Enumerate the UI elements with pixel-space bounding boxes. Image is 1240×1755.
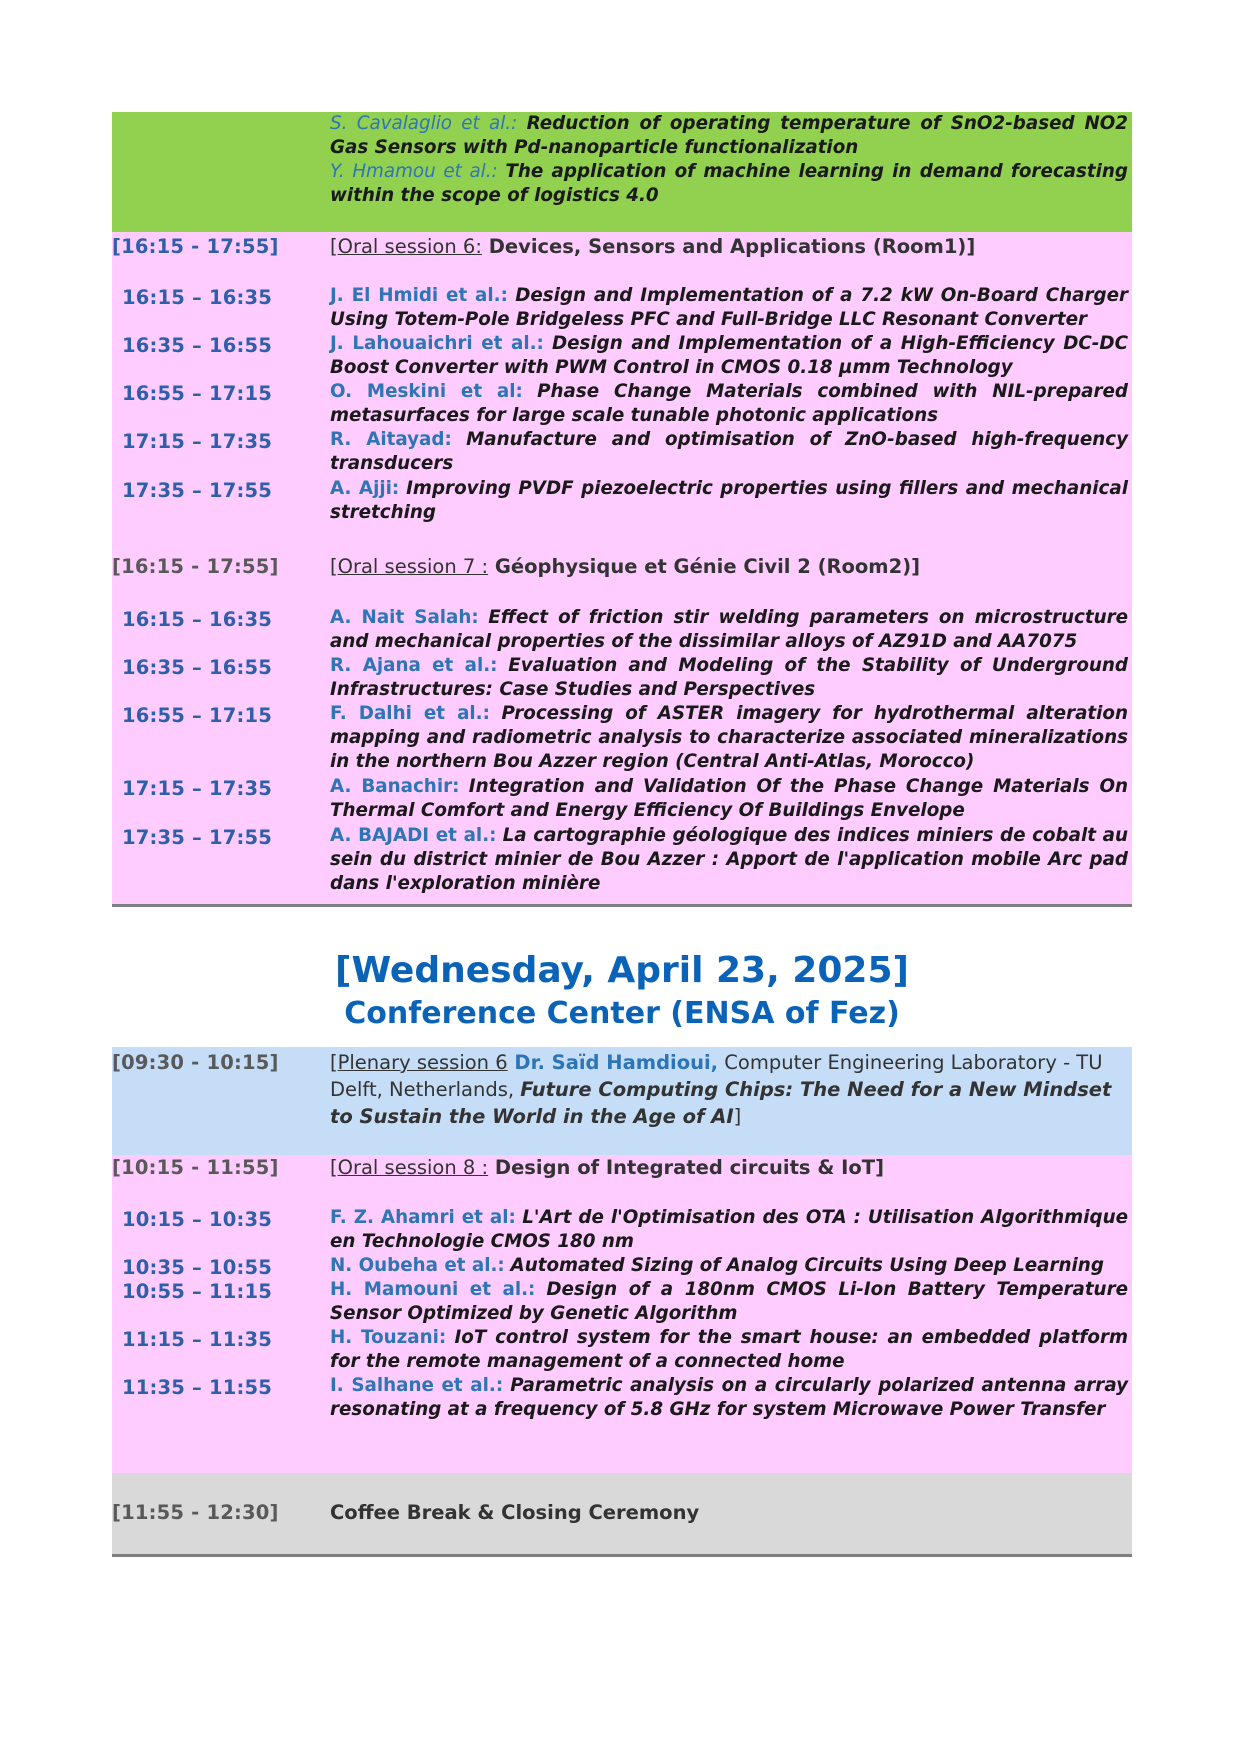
talk-author: R. Ajana et al.: — [330, 655, 498, 676]
table-bottom-rule — [112, 904, 1132, 907]
talk-title: Processing of ASTER imagery for hydrothermal alteration mapping and radiometric analysis to characterize associated mineralizations in the northern Bou Azzer region (Central Anti-Atlas, Morocco) — [330, 703, 1129, 772]
day-heading: [Wednesday, April 23, 2025] — [335, 950, 909, 991]
talk-author: A. Ajji: — [330, 478, 400, 499]
talk-author: J. El Hmidi et al.: — [330, 285, 508, 306]
talk-title: Integration and Validation Of the Phase Change Materials On Thermal Comfort and Energy Efficiency Of Buildings Envelope — [330, 776, 1128, 821]
session-title: [Oral session 7 : Géophysique et Génie Civil 2 (Room2)] — [330, 555, 921, 578]
talk-title: Manufacture and optimisation of ZnO-based high-frequency transducers — [330, 429, 1128, 474]
talk-time: 11:15 – 11:35 — [122, 1328, 273, 1351]
talk-title: Evaluation and Modeling of the Stability of Underground Infrastructures: Case Studies and Perspectives — [330, 655, 1128, 700]
talk-author: A. Banachir: — [330, 776, 460, 797]
poster-talks-block — [112, 112, 1132, 232]
talk-author: I. Salhane et al.: — [330, 1375, 504, 1396]
talk-time: 17:15 – 17:35 — [122, 430, 273, 453]
talk-title: La cartographie géologique des indices miniers de cobalt au sein du district minier de Bou Azzer : Apport de l'application mobile Arc pad dans l'exploration minière — [330, 825, 1129, 894]
talk-title: Design and Implementation of a High-Efficiency DC-DC Boost Converter with PWM Control in CMOS 0.18 µmm Technology — [330, 333, 1128, 378]
session-time-range: [11:55 - 12:30] — [112, 1501, 279, 1524]
afternoon-sessions-block — [112, 232, 1132, 904]
talk-title: L'Art de l'Optimisation des OTA : Utilisation Algorithmique en Technologie CMOS 180 nm — [330, 1207, 1128, 1252]
session-time-range: [16:15 - 17:55] — [112, 235, 279, 258]
talk-title: Reduction of operating temperature of SnO2-based NO2 Gas Sensors with Pd-nanoparticle functionalization — [330, 113, 1129, 158]
talk-title: Improving PVDF piezoelectric properties using fillers and mechanical stretching — [330, 478, 1128, 523]
talk-time: 10:15 – 10:35 — [122, 1208, 273, 1231]
plenary-details: [Plenary session 6 Dr. Saïd Hamdioui, Computer Engineering Laboratory - TU Delft, Netherlands, Future Computing Chips: The Need for a New Mindset to Sustain the World in the Age of AI] — [330, 1051, 1112, 1128]
talk-time: 17:35 – 17:55 — [122, 479, 273, 502]
talk-title: IoT control system for the smart house: an embedded platform for the remote management of a connected home — [330, 1327, 1129, 1372]
talk-author: S. Cavalaglio et al.: — [330, 113, 518, 134]
closing-block — [112, 1473, 1132, 1554]
talk-title: Automated Sizing of Analog Circuits Using Deep Learning — [510, 1255, 1104, 1276]
talk-time: 16:55 – 17:15 — [122, 382, 273, 405]
morning-session-block — [112, 1155, 1132, 1473]
session-time-range: [16:15 - 17:55] — [112, 555, 279, 578]
talk-time: 16:15 – 16:35 — [122, 286, 273, 309]
talk-time: 10:35 – 10:55 — [122, 1256, 273, 1279]
talk-author: O. Meskini et al: — [330, 381, 523, 402]
talk-author: A. BAJADI et al.: — [330, 825, 497, 846]
venue-heading: Conference Center (ENSA of Fez) — [344, 996, 900, 1031]
talk-title: The application of machine learning in demand forecasting within the scope of logistics 4.0 — [330, 161, 1129, 206]
session-title: [Oral session 8 : Design of Integrated circuits & IoT] — [330, 1156, 884, 1179]
talk-author: A. Nait Salah: — [330, 607, 479, 628]
talk-title: Parametric analysis on a circularly polarized antenna array resonating at a frequency of 5.8 GHz for system Microwave Power Transfer — [330, 1375, 1129, 1420]
session-time-range: [10:15 - 11:55] — [112, 1156, 279, 1179]
table-bottom-rule — [112, 1554, 1132, 1557]
plenary-session-block — [112, 1047, 1132, 1155]
talk-author: F. Z. Ahamri et al: — [330, 1207, 516, 1228]
talk-time: 10:55 – 11:15 — [122, 1280, 273, 1303]
talk-time: 16:35 – 16:55 — [122, 656, 273, 679]
talk-author: J. Lahouaichri et al.: — [330, 333, 544, 354]
talk-author: F. Dalhi et al.: — [330, 703, 490, 724]
talk-title: Design of a 180nm CMOS Li-Ion Battery Temperature Sensor Optimized by Genetic Algorithm — [330, 1279, 1128, 1324]
talk-time: 16:55 – 17:15 — [122, 704, 273, 727]
talk-author: Y. Hmamou et al.: — [330, 161, 498, 182]
talk-time: 17:15 – 17:35 — [122, 777, 273, 800]
talk-author: H. Touzani: — [330, 1327, 447, 1348]
talk-title: Design and Implementation of a 7.2 kW On-Board Charger Using Totem-Pole Bridgeless PFC and Full-Bridge LLC Resonant Converter — [330, 285, 1128, 330]
talk-author: N. Oubeha et al.: — [330, 1255, 505, 1276]
closing-label: Coffee Break & Closing Ceremony — [330, 1501, 700, 1524]
session-title: [Oral session 6: Devices, Sensors and Applications (Room1)] — [330, 235, 976, 258]
talk-author: H. Mamouni et al.: — [330, 1279, 536, 1300]
talk-time: 16:35 – 16:55 — [122, 334, 273, 357]
talk-author: R. Aitayad: — [330, 429, 452, 450]
session-time-range: [09:30 - 10:15] — [112, 1051, 279, 1074]
talk-time: 17:35 – 17:55 — [122, 826, 273, 849]
plenary-title: Future Computing Chips: The Need for a New Mindset to Sustain the World in the Age of AI — [330, 1078, 1112, 1128]
talk-title: Effect of friction stir welding parameters on microstructure and mechanical properties of the dissimilar alloys of AZ91D and AA7075 — [330, 607, 1128, 652]
plenary-speaker: Dr. Saïd Hamdioui, — [507, 1051, 719, 1074]
talk-title: Phase Change Materials combined with NIL-prepared metasurfaces for large scale tunable photonic applications — [330, 381, 1129, 426]
talk-time: 16:15 – 16:35 — [122, 608, 273, 631]
talk-time: 11:35 – 11:55 — [122, 1376, 273, 1399]
